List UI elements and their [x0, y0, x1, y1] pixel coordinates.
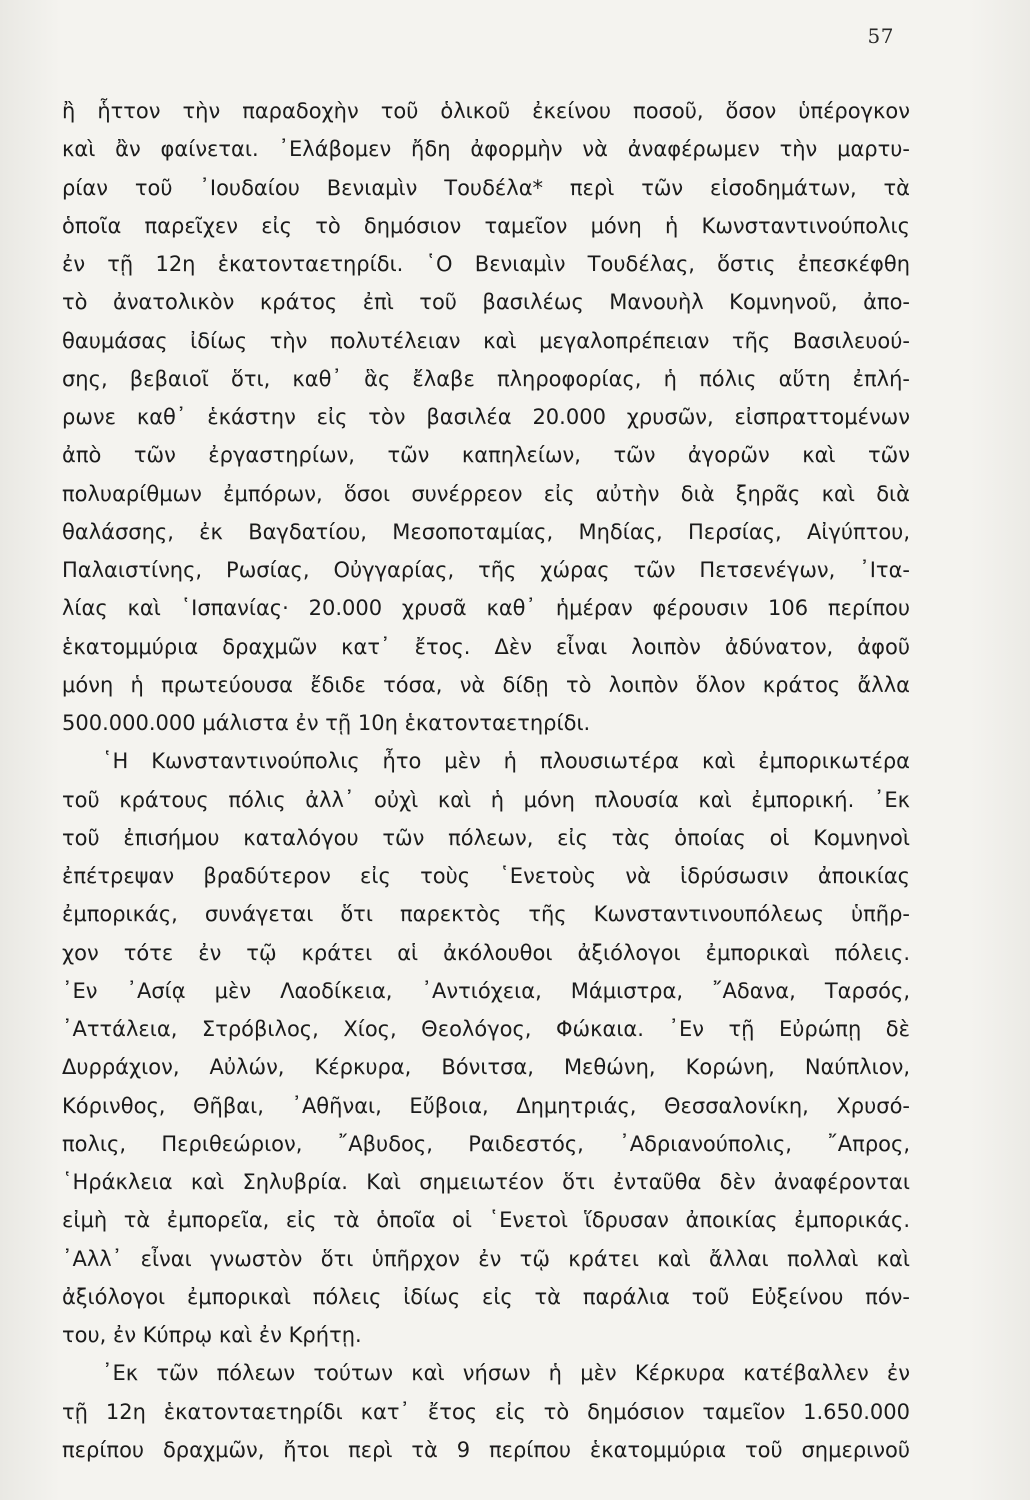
text-line: μόνη ἡ πρωτεύουσα ἔδιδε τόσα, νὰ δίδῃ τὸ λοιπὸν ὅλον κράτος ἄλλα	[62, 672, 910, 697]
text-line: ᾿Εν ᾿Ασίᾳ μὲν Λαοδίκεια, ᾿Αντιόχεια, Μάμιστρα, ῎Αδανα, Ταρσός,	[62, 978, 910, 1003]
page-number: 57	[867, 24, 894, 48]
text-line: του, ἐν Κύπρῳ καὶ ἐν Κρήτῃ.	[62, 1323, 362, 1347]
text-line: τοῦ ἐπισήμου καταλόγου τῶν πόλεων, εἰς τὰς ὁποίας οἱ Κομνηνοὶ	[62, 825, 910, 850]
text-line: τῇ 12η ἑκατονταετηρίδι κατ᾿ ἔτος εἰς τὸ δημόσιον ταμεῖον 1.650.000	[62, 1399, 910, 1424]
text-line: πολις, Περιθεώριον, ῎Αβυδος, Ραιδεστός, ᾿Αδριανούπολις, ῎Απρος,	[62, 1131, 910, 1156]
text-line: ᾿Αλλ᾿ εἶναι γνωστὸν ὅτι ὑπῆρχον ἐν τῷ κράτει καὶ ἄλλαι πολλαὶ καὶ	[62, 1246, 910, 1271]
text-line: ἢ ἧττον τὴν παραδοχὴν τοῦ ὁλικοῦ ἐκείνου ποσοῦ, ὅσον ὑπέρογκον	[62, 99, 910, 123]
text-line: τοῦ κράτους πόλις ἀλλ᾿ οὐχὶ καὶ ἡ μόνη πλουσία καὶ ἐμπορική. ᾿Εκ	[62, 787, 910, 812]
text-line: ᾿Εκ τῶν πόλεων τούτων καὶ νήσων ἡ μὲν Κέρκυρα κατέβαλλεν ἐν	[102, 1361, 910, 1386]
text-line: ἀξιόλογοι ἐμπορικαὶ πόλεις ἰδίως εἰς τὰ παράλια τοῦ Εὐξείνου πόν-	[62, 1284, 910, 1309]
text-line: σης, βεβαιοῖ ὅτι, καθ᾿ ἃς ἔλαβε πληροφορίας, ἡ πόλις αὕτη ἐπλή-	[62, 366, 910, 391]
text-line: ἐμπορικάς, συνάγεται ὅτι παρεκτὸς τῆς Κωνσταντινουπόλεως ὑπῆρ-	[62, 902, 910, 927]
text-line: ρίαν τοῦ ᾿Ιουδαίου Βενιαμὶν Τουδέλα* περὶ τῶν εἰσοδημάτων, τὰ	[62, 175, 910, 200]
text-line: πολυαρίθμων ἐμπόρων, ὅσοι συνέρρεον εἰς αὐτὴν διὰ ξηρᾶς καὶ διὰ	[62, 481, 910, 506]
text-line: ῾Η Κωνσταντινούπολις ἦτο μὲν ἡ πλουσιωτέρα καὶ ἐμπορικωτέρα	[102, 749, 910, 774]
text-line: 500.000.000 μάλιστα ἐν τῇ 10η ἑκατονταετηρίδι.	[62, 711, 591, 735]
text-line: ἐν τῇ 12η ἑκατονταετηρίδι. ῾Ο Βενιαμὶν Τουδέλας, ὅστις ἐπεσκέφθη	[62, 252, 910, 276]
text-line: ῾Ηράκλεια καὶ Σηλυβρία. Καὶ σημειωτέον ὅτι ἐνταῦθα δὲν ἀναφέρονται	[62, 1170, 910, 1194]
text-line: ὁποῖα παρεῖχεν εἰς τὸ δημόσιον ταμεῖον μόνη ἡ Κωνσταντινούπολις	[62, 213, 910, 238]
text-line: θαυμάσας ἰδίως τὴν πολυτέλειαν καὶ μεγαλοπρέπειαν τῆς Βασιλευού-	[62, 328, 910, 353]
text-line: καὶ ἂν φαίνεται. ᾿Ελάβομεν ἤδη ἀφορμὴν νὰ ἀναφέρωμεν τὴν μαρτυ-	[62, 137, 910, 162]
text-line: θαλάσσης, ἐκ Βαγδατίου, Μεσοποταμίας, Μηδίας, Περσίας, Αἰγύπτου,	[62, 519, 910, 544]
text-line: χον τότε ἐν τῷ κράτει αἱ ἀκόλουθοι ἀξιόλογοι ἐμπορικαὶ πόλεις.	[62, 940, 910, 965]
text-line: ἀπὸ τῶν ἐργαστηρίων, τῶν καπηλείων, τῶν ἀγορῶν καὶ τῶν	[62, 443, 910, 468]
text-line: περίπου δραχμῶν, ἤτοι περὶ τὰ 9 περίπου ἑκατομμύρια τοῦ σημερινοῦ	[62, 1437, 910, 1462]
text-line: λίας καὶ ῾Ισπανίας· 20.000 χρυσᾶ καθ᾿ ἡμέραν φέρουσιν 106 περίπου	[62, 596, 910, 621]
text-line: ρωνε καθ᾿ ἑκάστην εἰς τὸν βασιλέα 20.000 χρυσῶν, εἰσπραττομένων	[62, 405, 910, 429]
text-line: εἰμὴ τὰ ἐμπορεῖα, εἰς τὰ ὁποῖα οἱ ῾Ενετοὶ ἵδρυσαν ἀποικίας ἐμπορικάς.	[62, 1208, 910, 1233]
text-line: Παλαιστίνης, Ρωσίας, Οὐγγαρίας, τῆς χώρας τῶν Πετσενέγων, ᾿Ιτα-	[62, 558, 910, 582]
text-line: Κόρινθος, Θῆβαι, ᾿Αθῆναι, Εὔβοια, Δημητριάς, Θεσσαλονίκη, Χρυσό-	[62, 1093, 910, 1118]
text-line: ἐπέτρεψαν βραδύτερον εἰς τοὺς ῾Ενετοὺς νὰ ἱδρύσωσιν ἀποικίας	[62, 864, 910, 888]
body-text	[62, 92, 910, 1469]
text-line: Δυρράχιον, Αὐλών, Κέρκυρα, Βόνιτσα, Μεθώνη, Κορώνη, Ναύπλιον,	[62, 1055, 910, 1080]
text-line: τὸ ἀνατολικὸν κράτος ἐπὶ τοῦ βασιλέως Μανουὴλ Κομνηνοῦ, ἀπο-	[62, 290, 910, 315]
text-line: ᾿Αττάλεια, Στρόβιλος, Χίος, Θεολόγος, Φώκαια. ᾿Εν τῇ Εὐρώπῃ δὲ	[62, 1017, 910, 1041]
text-line: ἑκατομμύρια δραχμῶν κατ᾿ ἔτος. Δὲν εἶναι λοιπὸν ἀδύνατον, ἀφοῦ	[62, 634, 910, 659]
